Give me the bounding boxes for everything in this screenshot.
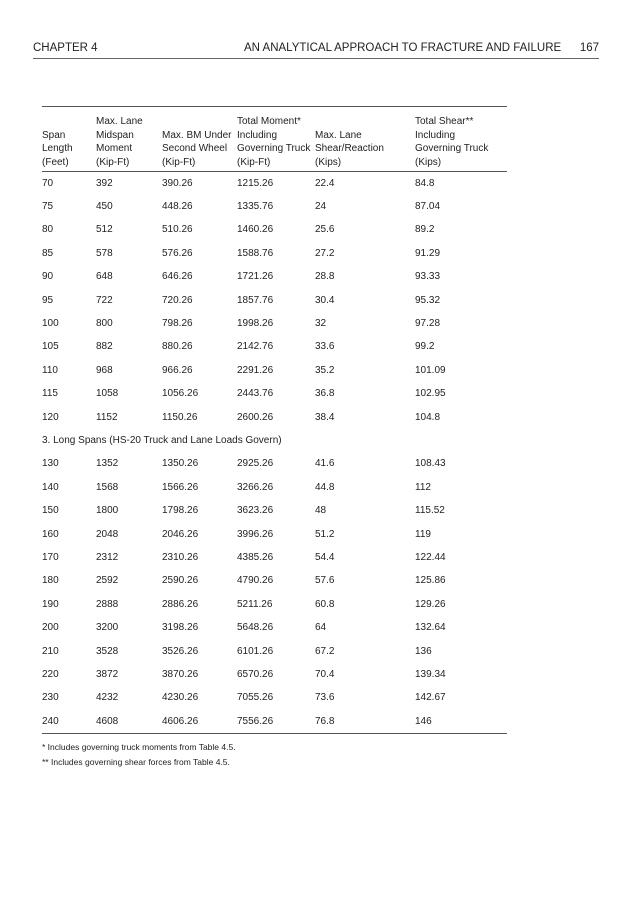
table-row (42, 546, 507, 569)
table-cell: 122.44 (415, 551, 446, 563)
table-cell: 119 (415, 528, 431, 540)
table-cell: 76.8 (315, 710, 415, 734)
column-header-line: Governing Truck (237, 143, 311, 154)
table-cell: 576.26 (162, 247, 193, 259)
table-cell: 85 (42, 247, 54, 259)
table-cell: 6570.26 (237, 668, 274, 680)
table-cell: 2310.26 (162, 551, 199, 563)
table-cell: 41.6 (315, 458, 335, 470)
table-cell: 2925.26 (237, 458, 274, 470)
table-cell: 4608 (96, 710, 162, 734)
footnote-shear: ** Includes governing shear forces from Table 4.5. (42, 757, 230, 767)
table-cell: 129.26 (415, 598, 446, 610)
table-cell: 1150.26 (162, 411, 198, 423)
table-cell: 578 (96, 247, 113, 259)
table-cell: 89.2 (415, 224, 435, 236)
table-cell: 110 (42, 364, 58, 376)
table-cell: 115 (42, 388, 58, 400)
table-cell: 32 (315, 318, 327, 330)
table-cell: 2590.26 (162, 575, 199, 587)
table-cell: 108.43 (415, 458, 446, 470)
table-cell: 1350.26 (162, 458, 199, 470)
table-cell: 230 (42, 692, 59, 704)
load-table (42, 106, 507, 734)
table-row (42, 663, 507, 686)
table-cell: 1152 (96, 411, 118, 423)
table-cell: 1588.76 (237, 247, 274, 259)
table-cell: 450 (96, 201, 113, 213)
table-cell: 25.6 (315, 224, 335, 236)
table-cell: 392 (96, 177, 113, 189)
table-cell: 3266.26 (237, 481, 274, 493)
table-cell: 97.28 (415, 318, 441, 330)
table-cell: 3870.26 (162, 668, 199, 680)
table-cell: 5648.26 (237, 622, 274, 634)
table-row (42, 383, 507, 406)
page-number: 167 (579, 42, 599, 54)
table-cell: 2600.26 (237, 411, 274, 423)
table-cell: 1857.76 (237, 294, 274, 306)
table-cell: 102.95 (415, 388, 446, 400)
table-row (42, 172, 507, 196)
table-cell: 2142.76 (237, 341, 274, 353)
table-cell: 33.6 (315, 341, 335, 353)
table-cell: 800 (96, 318, 113, 330)
table-cell: 3872 (96, 668, 119, 680)
table-cell: 67.2 (315, 645, 335, 657)
column-header-line: (Kip-Ft) (162, 156, 196, 168)
table-cell: 2443.76 (237, 388, 274, 400)
table-cell: 95 (42, 294, 54, 306)
table-cell: 880.26 (162, 341, 193, 353)
column-header-line: Including (415, 129, 456, 141)
column-header-line: Governing Truck (415, 143, 489, 154)
table-row (42, 570, 507, 593)
table-cell: 35.2 (315, 364, 335, 376)
table-row (42, 219, 507, 242)
table-cell: 390.26 (162, 177, 193, 189)
table-cell: 84.8 (415, 177, 435, 189)
column-header-line: Midspan (96, 129, 134, 141)
section-row (42, 429, 507, 452)
table-row (42, 289, 507, 312)
table-cell: 448.26 (162, 201, 193, 213)
table-row (42, 242, 507, 265)
table-row (42, 499, 507, 522)
table-cell: 1056.26 (162, 388, 199, 400)
table-cell: 220 (42, 668, 59, 680)
column-header-line: Total Shear** (415, 116, 474, 127)
table-cell: 5211.26 (237, 598, 273, 610)
table-cell: 3996.26 (237, 528, 274, 540)
table-cell: 1460.26 (237, 224, 274, 236)
table-cell: 1568 (96, 481, 119, 493)
column-header-line: Max. Lane (315, 129, 362, 141)
table-cell: 73.6 (315, 692, 335, 704)
column-header (315, 107, 415, 172)
table-cell: 1335.76 (237, 201, 274, 213)
table-cell: 24 (315, 201, 327, 213)
table-cell: 2886.26 (162, 598, 199, 610)
table-row (42, 687, 507, 710)
table-row (42, 710, 507, 734)
table-cell: 3198.26 (162, 622, 199, 634)
table-header-row (42, 107, 507, 172)
table-cell: 1566.26 (162, 481, 199, 493)
table-cell: 70.4 (315, 668, 335, 680)
column-header-line: (Kip-Ft) (96, 156, 130, 168)
table-cell: 28.8 (315, 271, 335, 283)
table-cell: 1798.26 (162, 505, 199, 517)
table-cell: 150 (42, 505, 59, 517)
table-cell: 136 (415, 645, 432, 657)
table-cell: 95.32 (415, 294, 441, 306)
column-header (42, 107, 96, 172)
table-cell: 130 (42, 458, 59, 470)
table-cell: 180 (42, 575, 59, 587)
table-cell: 44.8 (315, 481, 335, 493)
table-cell: 1215.26 (237, 177, 274, 189)
table-cell: 510.26 (162, 224, 193, 236)
column-header-line: Span (42, 129, 66, 141)
table-cell: 132.64 (415, 622, 446, 634)
table-cell: 646.26 (162, 271, 193, 283)
column-header (237, 107, 315, 172)
column-header (96, 107, 162, 172)
table-cell: 7556.26 (237, 710, 315, 734)
table-body (42, 172, 507, 734)
table-row (42, 453, 507, 476)
table-cell: 4790.26 (237, 575, 274, 587)
table-cell: 22.4 (315, 177, 335, 189)
table-cell: 1721.26 (237, 271, 274, 283)
table-cell: 115.52 (415, 505, 445, 517)
table-cell: 100 (42, 318, 59, 330)
section-label: 3. Long Spans (HS-20 Truck and Lane Loads Govern) (42, 434, 282, 446)
chapter-label: CHAPTER 4 (33, 42, 98, 54)
table-cell: 2048 (96, 528, 119, 540)
table-cell: 48 (315, 505, 327, 517)
table-cell: 64 (315, 622, 327, 634)
table-cell: 125.86 (415, 575, 446, 587)
table-cell: 30.4 (315, 294, 335, 306)
table-cell: 190 (42, 598, 59, 610)
page-header (33, 40, 599, 59)
column-header-line: Max. BM Under (162, 129, 232, 141)
column-header (415, 107, 507, 172)
table-cell: 1998.26 (237, 318, 274, 330)
table-row (42, 593, 507, 616)
table-cell: 966.26 (162, 364, 193, 376)
table-cell: 105 (42, 341, 59, 353)
column-header-line: (Kip-Ft) (237, 156, 271, 168)
table-row (42, 406, 507, 429)
column-header-line: (Feet) (42, 156, 69, 168)
table-cell: 38.4 (315, 411, 335, 423)
table-cell: 101.09 (415, 364, 446, 376)
table-row (42, 616, 507, 639)
column-header-line: Including (237, 129, 278, 141)
table-cell: 3623.26 (237, 505, 274, 517)
column-header-line: (Kips) (415, 156, 442, 168)
column-header-line: Moment (96, 143, 133, 154)
table-cell: 720.26 (162, 294, 193, 306)
column-header (162, 107, 237, 172)
table-row (42, 476, 507, 499)
column-header-line: (Kips) (315, 156, 342, 168)
table-cell: 120 (42, 411, 59, 423)
footnote-moments: * Includes governing truck moments from Table 4.5. (42, 742, 236, 752)
table-cell: 4232 (96, 692, 119, 704)
table-cell: 146 (415, 710, 507, 734)
table-row (42, 336, 507, 359)
table-cell: 70 (42, 177, 54, 189)
table-cell: 3528 (96, 645, 119, 657)
running-title: AN ANALYTICAL APPROACH TO FRACTURE AND FAILURE (244, 42, 562, 54)
table-cell: 54.4 (315, 551, 335, 563)
column-header-line: Second Wheel (162, 143, 228, 154)
table-cell: 2592 (96, 575, 119, 587)
table-cell: 7055.26 (237, 692, 274, 704)
table-cell: 722 (96, 294, 113, 306)
table-cell: 1800 (96, 505, 119, 517)
table-cell: 4606.26 (162, 710, 237, 734)
table-cell: 99.2 (415, 341, 435, 353)
load-table-container (42, 106, 507, 734)
table-cell: 2046.26 (162, 528, 199, 540)
table-row (42, 266, 507, 289)
table-row (42, 523, 507, 546)
table-cell: 2888 (96, 598, 119, 610)
table-cell: 90 (42, 271, 54, 283)
table-cell: 27.2 (315, 247, 335, 259)
table-cell: 60.8 (315, 598, 335, 610)
table-cell: 2291.26 (237, 364, 274, 376)
table-cell: 93.33 (415, 271, 441, 283)
table-cell: 1058 (96, 388, 119, 400)
table-cell: 210 (42, 645, 59, 657)
table-row (42, 195, 507, 218)
table-cell: 2312 (96, 551, 119, 563)
table-cell: 91.29 (415, 247, 441, 259)
table-row (42, 312, 507, 335)
table-cell: 142.67 (415, 692, 446, 704)
table-cell: 57.6 (315, 575, 335, 587)
column-header-line: Max. Lane (96, 116, 143, 127)
table-row (42, 640, 507, 663)
table-cell: 51.2 (315, 528, 335, 540)
table-cell: 160 (42, 528, 59, 540)
table-cell: 170 (42, 551, 59, 563)
column-header-line: Total Moment* (237, 116, 301, 127)
table-cell: 112 (415, 481, 431, 493)
table-cell: 798.26 (162, 318, 193, 330)
table-cell: 75 (42, 201, 54, 213)
table-cell: 648 (96, 271, 113, 283)
table-cell: 200 (42, 622, 59, 634)
table-cell: 140 (42, 481, 59, 493)
table-cell: 3526.26 (162, 645, 199, 657)
table-cell: 512 (96, 224, 113, 236)
table-cell: 4230.26 (162, 692, 199, 704)
table-cell: 3200 (96, 622, 119, 634)
table-cell: 4385.26 (237, 551, 274, 563)
column-header-line: Shear/Reaction (315, 143, 384, 154)
table-cell: 1352 (96, 458, 119, 470)
table-cell: 36.8 (315, 388, 335, 400)
table-cell: 80 (42, 224, 54, 236)
table-cell: 968 (96, 364, 113, 376)
table-cell: 882 (96, 341, 113, 353)
footnotes (42, 740, 236, 770)
table-cell: 6101.26 (237, 645, 274, 657)
table-cell: 87.04 (415, 201, 441, 213)
table-cell: 240 (42, 710, 96, 734)
table-cell: 139.34 (415, 668, 446, 680)
column-header-line: Length (42, 143, 73, 154)
table-cell: 104.8 (415, 411, 441, 423)
table-row (42, 359, 507, 382)
